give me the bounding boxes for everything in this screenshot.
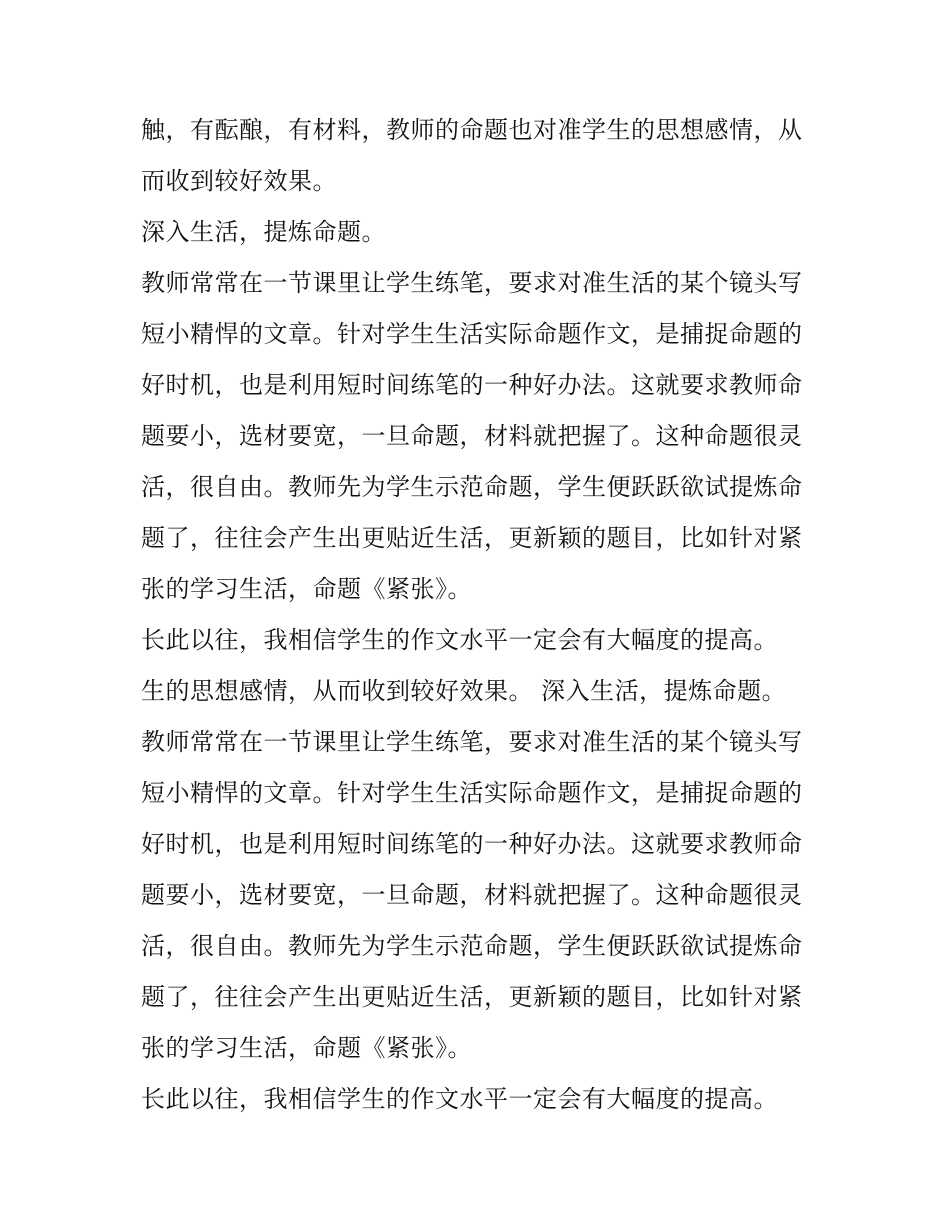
document-body [141, 105, 821, 1125]
text-line: 而收到较好效果。 [141, 167, 337, 195]
text-line: 短小精悍的文章。针对学生生活实际命题作文，是捕捉命题的 [141, 779, 803, 807]
text-line: 短小精悍的文章。针对学生生活实际命题作文，是捕捉命题的 [141, 320, 803, 348]
text-line: 题了，往往会产生出更贴近生活，更新颖的题目，比如针对紧 [141, 983, 803, 1011]
text-line: 深入生活，提炼命题。 [141, 218, 386, 246]
text-line: 题要小，选材要宽，一旦命题，材料就把握了。这种命题很灵 [141, 881, 803, 909]
text-line: 长此以往，我相信学生的作文水平一定会有大幅度的提高。 [141, 626, 778, 654]
text-line: 张的学习生活，命题《紧张》。 [141, 1034, 472, 1062]
text-line: 题要小，选材要宽，一旦命题，材料就把握了。这种命题很灵 [141, 422, 803, 450]
text-line: 长此以往，我相信学生的作文水平一定会有大幅度的提高。 [141, 1085, 778, 1113]
text-line: 好时机，也是利用短时间练笔的一种好办法。这就要求教师命 [141, 830, 803, 858]
text-line: 生的思想感情，从而收到较好效果。 深入生活，提炼命题。 [141, 677, 787, 705]
text-line: 触，有酝酿，有材料，教师的命题也对准学生的思想感情，从 [141, 116, 803, 144]
text-line: 教师常常在一节课里让学生练笔，要求对准生活的某个镜头写 [141, 728, 803, 756]
text-line: 题了，往往会产生出更贴近生活，更新颖的题目，比如针对紧 [141, 524, 803, 552]
text-line: 张的学习生活，命题《紧张》。 [141, 575, 472, 603]
text-line: 教师常常在一节课里让学生练笔，要求对准生活的某个镜头写 [141, 269, 803, 297]
text-line: 好时机，也是利用短时间练笔的一种好办法。这就要求教师命 [141, 371, 803, 399]
text-line: 活，很自由。教师先为学生示范命题，学生便跃跃欲试提炼命 [141, 473, 803, 501]
text-line: 活，很自由。教师先为学生示范命题，学生便跃跃欲试提炼命 [141, 932, 803, 960]
